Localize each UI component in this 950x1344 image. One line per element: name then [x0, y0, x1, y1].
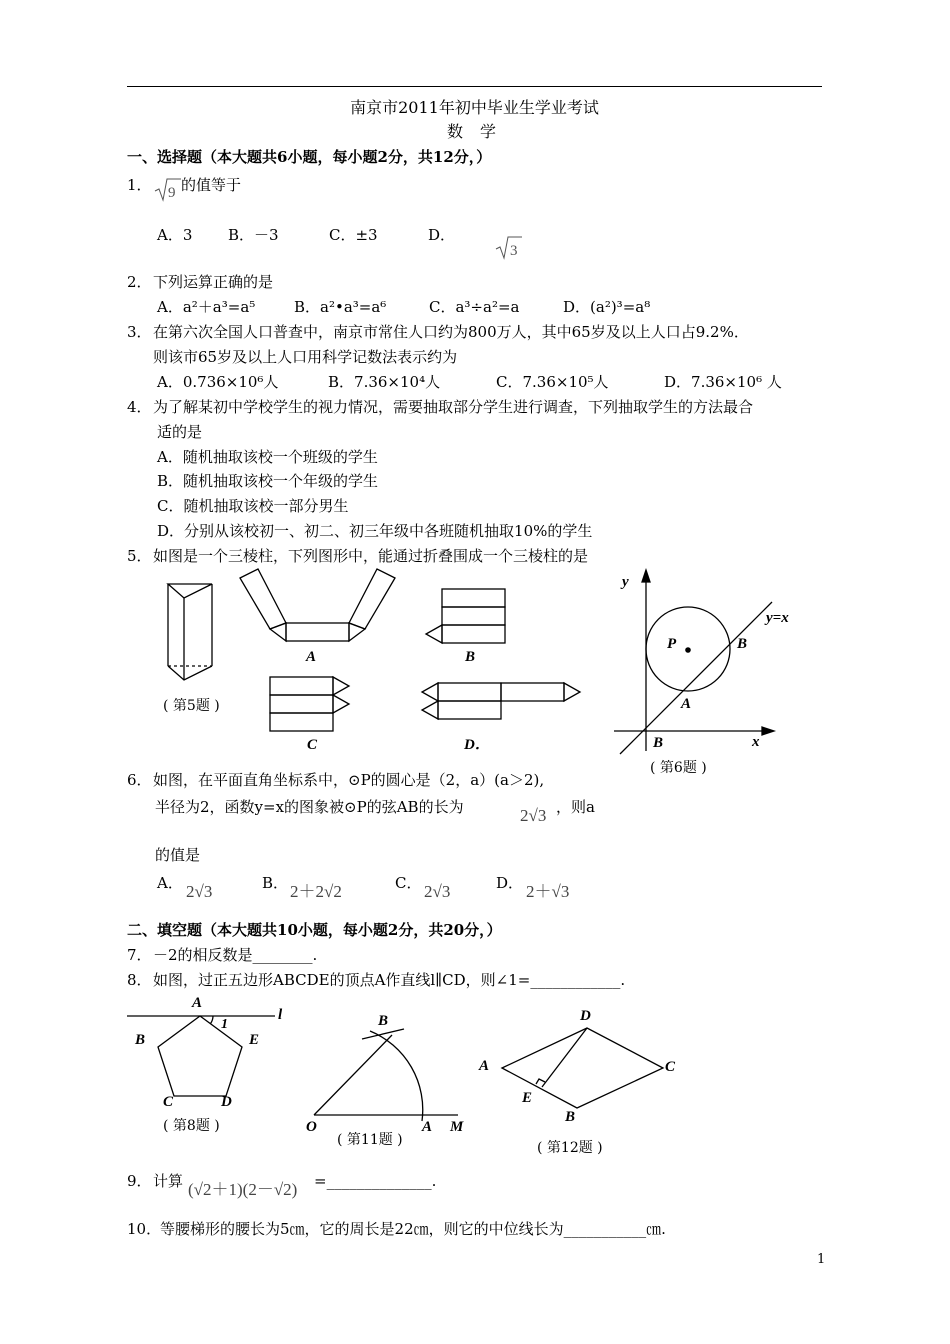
fig11-a-label: A	[422, 1119, 433, 1135]
fig11-construction	[300, 1005, 475, 1135]
fig6-caption: ( 第6题 )	[650, 760, 707, 776]
fig6-b2-label: B	[653, 735, 664, 751]
q3-option-a: A．0.736×10⁶人	[157, 373, 279, 391]
q6-line2: 半径为2，函数y=x的图象被⊙P的弦AB的长为	[155, 798, 464, 816]
fig5-option-d-net	[418, 673, 583, 725]
q2-option-a: A．a²＋a³=a⁵	[157, 298, 256, 316]
q1-d-radicand: 3	[510, 243, 518, 259]
q1-option-c: C．±3	[329, 226, 378, 244]
fig6-coordinate-figure	[612, 566, 787, 756]
q4-option-b: B．随机抽取该校一个年级的学生	[157, 472, 379, 490]
q6-option-c: C．	[395, 874, 422, 892]
q10-number: 10．	[127, 1220, 162, 1238]
fig5-caption: ( 第5题 )	[163, 698, 220, 714]
q9-text: 计算	[153, 1172, 184, 1190]
fig5-label-c: C	[307, 737, 318, 753]
fig12-rhombus	[475, 1003, 695, 1128]
q6-line1: 如图，在平面直角坐标系中，⊙P的圆心是（2，a）(a＞2),	[153, 771, 545, 789]
exam-title: 南京市2011年初中毕业生学业考试	[350, 98, 599, 117]
q8-number: 8．	[127, 971, 152, 989]
subject-title: 数 学	[446, 122, 503, 141]
q3-option-c: C．7.36×10⁵人	[496, 373, 609, 391]
fig12-caption: ( 第12题 )	[537, 1140, 603, 1156]
q6-option-d: D．	[496, 874, 524, 892]
q10-text: 等腰梯形的腰长为5㎝，它的周长是22㎝，则它的中位线长为___________㎝.	[160, 1220, 666, 1238]
q5-text: 如图是一个三棱柱，下列图形中，能通过折叠围成一个三棱柱的是	[153, 547, 589, 565]
fig12-c-label: C	[665, 1059, 676, 1075]
fig5-option-c-net	[266, 673, 356, 735]
q6-chord-expr: 2√3	[520, 806, 547, 825]
fig5-option-a-net	[238, 566, 400, 646]
fig5-prism	[160, 578, 220, 686]
q2-option-b: B．a²•a³=a⁶	[294, 298, 387, 316]
q9-tail: =______________.	[314, 1172, 437, 1190]
fig11-o-label: O	[306, 1119, 317, 1135]
q1-sqrt	[155, 176, 181, 202]
fig6-y-label: y	[622, 574, 629, 590]
fig11-b-label: B	[378, 1013, 389, 1029]
fig8-d-label: D	[221, 1094, 232, 1110]
section2-heading: 二、填空题（本大题共10小题，每小题2分，共20分，）	[127, 921, 502, 939]
q1-option-d: D．	[428, 226, 456, 244]
fig5-label-d: D．	[464, 737, 490, 753]
q1-text: 的值等于	[181, 176, 242, 194]
q3-option-b: B．7.36×10⁴人	[328, 373, 441, 391]
q2-text: 下列运算正确的是	[153, 273, 274, 291]
fig12-d-label: D	[580, 1008, 591, 1024]
q9-expr: (√2＋1)(2－√2)	[188, 1180, 298, 1199]
q3-line2: 则该市65岁及以上人口用科学记数法表示约为	[153, 348, 458, 366]
fig5-label-b: B	[465, 649, 476, 665]
q6-option-d-expr: 2＋√3	[526, 882, 570, 901]
q4-line2: 适的是	[157, 423, 203, 441]
q2-number: 2．	[127, 273, 152, 291]
fig12-e-label: E	[522, 1090, 533, 1106]
fig8-1-label: 1	[221, 1017, 228, 1032]
page-number: 1	[817, 1252, 826, 1267]
q2-option-d: D．(a²)³=a⁸	[563, 298, 651, 316]
q4-option-c: C．随机抽取该校一部分男生	[157, 497, 349, 515]
q1-number: 1．	[127, 176, 152, 194]
q1-d-sqrt	[496, 234, 524, 260]
fig6-yx-label: y=x	[766, 610, 789, 626]
q6-number: 6．	[127, 771, 152, 789]
fig6-p-label: P	[667, 636, 677, 652]
fig11-caption: ( 第11题 )	[337, 1132, 403, 1148]
q3-option-d: D．7.36×10⁶ 人	[664, 373, 782, 391]
q6-line3: 的值是	[155, 846, 201, 864]
top-rule	[127, 86, 822, 87]
q7-number: 7．	[127, 946, 152, 964]
q6-option-c-expr: 2√3	[424, 882, 451, 901]
fig8-b-label: B	[135, 1032, 146, 1048]
q6-line2-end: ，则a	[556, 798, 595, 816]
q4-option-a: A．随机抽取该校一个班级的学生	[157, 448, 378, 466]
fig8-c-label: C	[163, 1094, 174, 1110]
fig8-e-label: E	[249, 1032, 260, 1048]
q1-radicand: 9	[168, 185, 176, 201]
fig8-l-label: l	[278, 1007, 283, 1023]
fig5-label-a: A	[306, 649, 317, 665]
fig6-x-label: x	[752, 734, 760, 750]
q6-option-a-expr: 2√3	[186, 882, 213, 901]
section1-heading: 一、选择题（本大题共6小题，每小题2分，共12分，）	[127, 148, 492, 166]
q9-number: 9．	[127, 1172, 152, 1190]
fig8-a-label: A	[192, 995, 203, 1011]
q4-option-d: D．分别从该校初一、初二、初三年级中各班随机抽取10%的学生	[157, 522, 593, 540]
q6-option-b-expr: 2＋2√2	[290, 882, 342, 901]
fig12-b-label: B	[565, 1109, 576, 1125]
q1-option-b: B．－3	[228, 226, 279, 244]
q6-option-a: A．	[157, 874, 183, 892]
q8-text: 如图，过正五边形ABCDE的顶点A作直线l∥CD，则∠1=____________.	[153, 971, 626, 989]
fig8-caption: ( 第8题 )	[163, 1118, 220, 1134]
fig12-a-label: A	[479, 1058, 490, 1074]
q4-line1: 为了解某初中学校学生的视力情况，需要抽取部分学生进行调查，下列抽取学生的方法最合	[153, 398, 754, 416]
q7-text: －2的相反数是________.	[153, 946, 318, 964]
fig6-a-label: A	[681, 696, 692, 712]
q1-option-a: A．3	[157, 226, 193, 244]
q3-line1: 在第六次全国人口普查中，南京市常住人口约为800万人，其中65岁及以上人口占9.2%．	[153, 323, 749, 341]
fig8-pentagon	[125, 992, 295, 1112]
q4-number: 4．	[127, 398, 152, 416]
fig6-b-label: B	[737, 636, 748, 652]
q6-option-b: B．	[262, 874, 289, 892]
q5-number: 5．	[127, 547, 152, 565]
fig5-option-b-net	[420, 586, 510, 648]
fig11-m-label: M	[450, 1119, 464, 1135]
q2-option-c: C．a³÷a²=a	[429, 298, 520, 316]
q3-number: 3．	[127, 323, 152, 341]
